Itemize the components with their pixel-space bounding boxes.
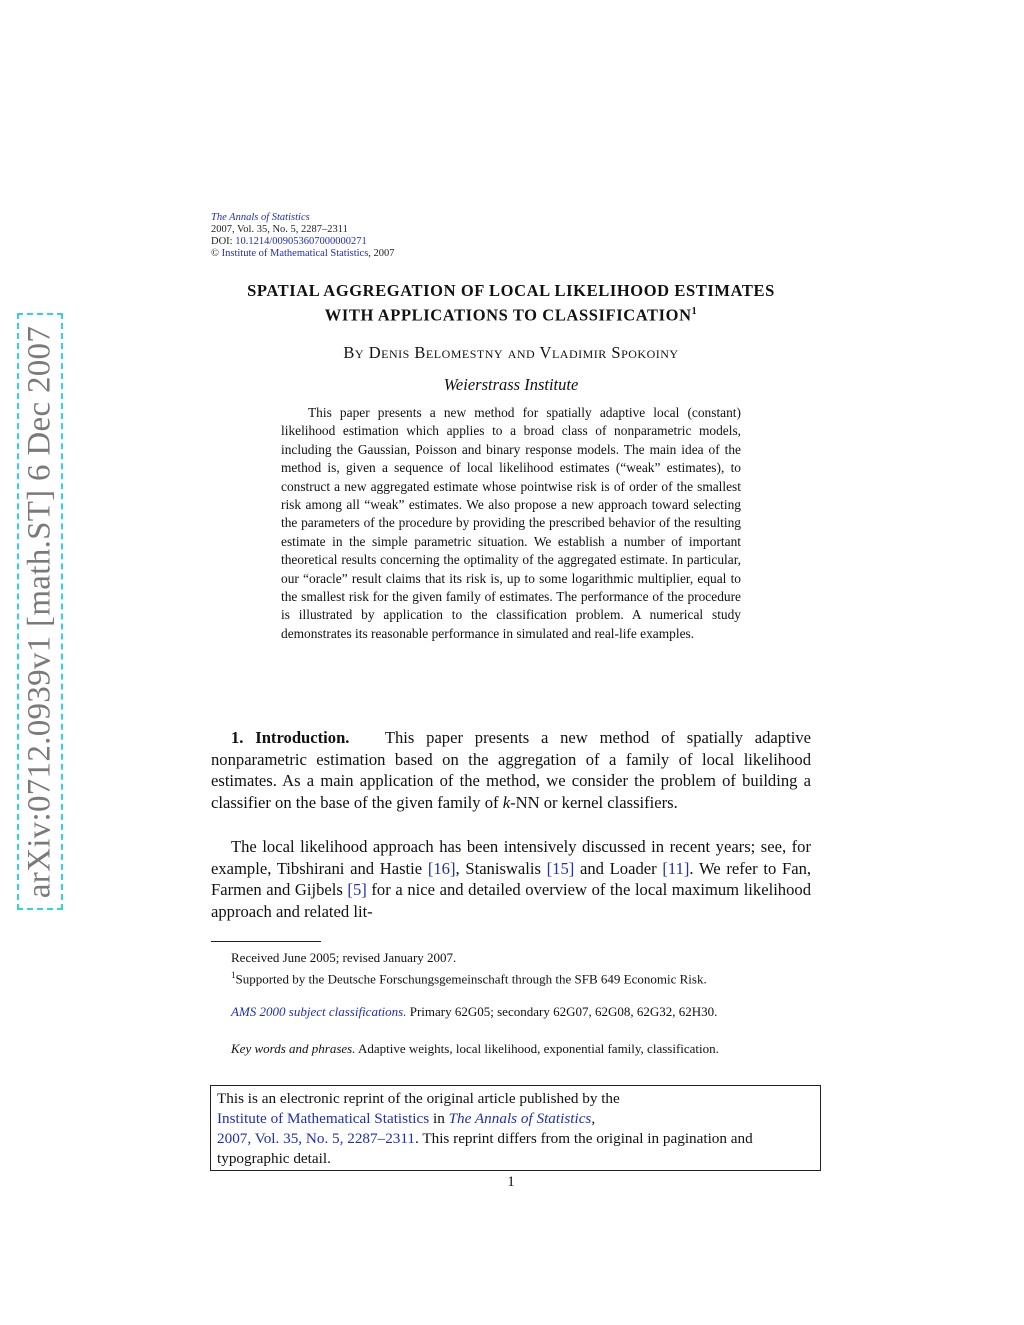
citation-16[interactable]: [16]: [427, 858, 456, 878]
page-number: 1: [507, 1174, 515, 1190]
citation-11[interactable]: [11]: [662, 858, 690, 878]
affiliation: Weierstrass Institute: [443, 375, 579, 394]
journal-header: The Annals of Statistics 2007, Vol. 35, No. 5, 2287–2311 DOI: 10.1214/009053607000000271 © Institute of Mathematical Statistics, 2007: [211, 212, 395, 259]
footnote-ams: AMS 2000 subject classifications. Primary 62G05; secondary 62G07, 62G08, 62G32, 62H30.: [231, 1004, 718, 1019]
section-heading: 1. Introduction.: [231, 728, 350, 747]
paper-title: SPATIAL AGGREGATION OF LOCAL LIKELIHOOD ESTIMATES WITH APPLICATIONS TO CLASSIFICATION$^1$: [247, 281, 775, 325]
citation-15[interactable]: [15]: [546, 858, 575, 878]
ams-link[interactable]: AMS 2000 subject classifications.: [231, 1004, 407, 1019]
footnote-support: $^1$Supported by the Deutsche Forschungsgemeinschaft through the SFB 649 Economic Risk.: [231, 970, 707, 987]
footnote-received: Received June 2005; revised January 2007.: [231, 950, 457, 965]
title-footnote-mark[interactable]: 1: [691, 306, 698, 317]
citation-5[interactable]: [5]: [347, 880, 367, 900]
copyright-icon: ©: [211, 248, 219, 259]
intro-paragraph-1: 1. Introduction. This paper presents a new method of spatially adaptive nonparametric estimation based on the aggregation of a family of local likelihood estimates. As a main application of the method, we consider the problem of building a classifier on the base of the given family of k-NN or kernel classifiers.: [211, 728, 811, 812]
footnote-divider: [211, 941, 321, 942]
journal-link[interactable]: The Annals of Statistics: [211, 212, 310, 223]
footnote-keywords: Key words and phrases. Adaptive weights, local likelihood, exponential family, classification.: [231, 1041, 719, 1056]
authors: By Denis Belomestny and Vladimir Spokoiny: [343, 343, 679, 362]
arxiv-id: arXiv:0712.0939v1 [math.ST] 6 Dec 2007: [21, 325, 58, 898]
reprint-ims-link[interactable]: Institute of Mathematical Statistics: [217, 1110, 430, 1127]
ims-link[interactable]: Institute of Mathematical Statistics: [221, 248, 369, 259]
intro-paragraph-2: The local likelihood approach has been intensively discussed in recent years; see, for example, Tibshirani and Hastie [16], Staniswalis [15] and Loader [11]. We refer to Fan, Farmen and Gijbels [5] for a nice and detailed overview of the local maximum likelihood approach and related lit-: [211, 837, 812, 921]
reprint-notice: This is an electronic reprint of the original article published by the Institute of Mathematical Statistics in The Annals of Statistics, 2007, Vol. 35, No. 5, 2287–2311. This reprint differs from the original in pagination and typographic detail.: [210, 1085, 821, 1171]
reprint-journal-link[interactable]: The Annals of Statistics: [448, 1110, 592, 1127]
volume-line: 2007, Vol. 35, No. 5, 2287–2311: [211, 224, 348, 235]
reprint-volume-link[interactable]: 2007, Vol. 35, No. 5, 2287–2311: [217, 1130, 416, 1147]
abstract: This paper presents a new method for spatially adaptive local (constant) likelihood estimation which applies to a broad class of nonparametric models, including the Gaussian, Poisson and binary response models. The main idea of the method is, given a sequence of local likelihood estimates (“weak” estimates), to construct a new aggregated estimate whose pointwise risk is of order of the smallest risk among all “weak” estimates. We also propose a new approach toward selecting the parameters of the procedure by providing the prescribed behavior of the resulting estimate in the simple parametric situation. We establish a number of important theoretical results concerning the optimality of the aggregated estimate. In particular, our “oracle” result claims that its risk is, up to some logarithmic multiplier, equal to the smallest risk for the given family of estimates. The performance of the procedure is illustrated by application to the classification problem. A numerical study demonstrates its reasonable performance in simulated and real-life examples.: [281, 405, 741, 641]
arxiv-stamp: [17, 313, 63, 910]
doi-link[interactable]: 10.1214/009053607000000271: [235, 236, 367, 247]
